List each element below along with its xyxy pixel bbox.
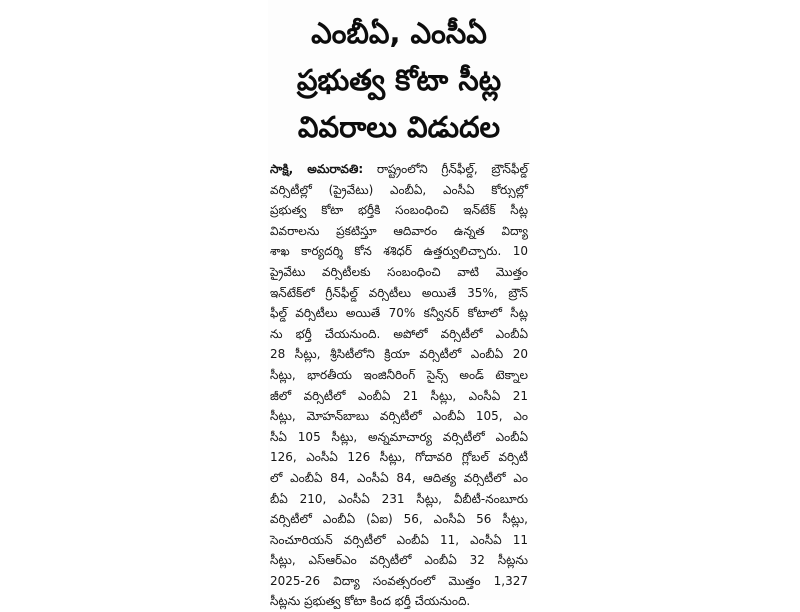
article-line: వర్సిటీల్లో (ప్రైవేటు) ఎంబీఏ, ఎంసీఏ కోర్సుల్లో — [270, 182, 528, 197]
article-line: ఇన్‌టేక్‌లో గ్రీన్‌ఫీల్డ్ వర్సిటీలు అయితే 35%, బ్రౌన్ — [270, 285, 528, 300]
headline — [268, 0, 530, 151]
dateline: సాక్షి, అమరావతి: — [270, 162, 364, 176]
article-line: వివరాలను ప్రకటిస్తూ ఆదివారం ఉన్నత విద్యా — [270, 223, 528, 238]
article-line: సీఏ 105 సీట్లు, అన్నమాచార్య వర్సిటీలో ఎంబీఏ — [270, 429, 528, 444]
article-line: ప్రైవేటు వర్సిటీలకు సంబంధించి వాటి మొత్తం — [270, 264, 528, 279]
article-line: బీఏ 210, ఎంసీఏ 231 సీట్లు, వీబీటీ-నంబూరు — [270, 491, 528, 506]
article-line: ఫీల్డ్ వర్సిటీలు అయితే 70% కన్వీనర్ కోటాలో సీట్ల — [270, 306, 528, 321]
headline-line-1: ఎంబీఏ, ఎంసీఏ — [311, 16, 487, 50]
article-line: ను భర్తీ చేయనుంది. అపోలో వర్సిటీలో ఎంబీఏ — [270, 326, 528, 341]
article-line — [270, 159, 528, 180]
article-line: సెంచూరియన్ వర్సిటీలో ఎంబీఏ 11, ఎంసీఏ 11 — [270, 532, 528, 547]
article-line: వర్సిటీలో ఎంబీఏ (ఏఐ) 56, ఎంసీఏ 56 సీట్లు, — [270, 512, 528, 527]
article-line-text: రాష్ట్రంలోని గ్రీన్‌ఫీల్డ్, బ్రౌన్‌ఫీల్డ్ — [376, 162, 528, 176]
article-line: సీట్లు, ఎస్ఆర్ఎం వర్సిటీలో ఎంబీఏ 32 సీట్లను — [270, 553, 528, 568]
article-body — [268, 159, 530, 612]
headline-line-3: వివరాలు విడుదల — [297, 110, 501, 144]
article-line: లో ఎంబీఏ 84, ఎంసీఏ 84, ఆదిత్య వర్సిటీలో ఎం — [270, 470, 528, 485]
article-line: 28 సీట్లు, శ్రీసిటీలోని క్రియా వర్సిటీలో ఎంబీఏ 20 — [270, 347, 528, 362]
article-line: జీలో వర్సిటీలో ఎంబీఏ 21 సీట్లు, ఎంసీఏ 21 — [270, 388, 528, 403]
article-line: శాఖ కార్యదర్శి కోన శశిధర్ ఉత్తర్వులిచ్చారు. 10 — [270, 244, 528, 259]
article-line: 2025-26 విద్యా సంవత్సరంలో మొత్తం 1,327 — [270, 573, 528, 588]
article-line: సీట్లు, భారతీయ ఇంజినీరింగ్ సైన్స్ అండ్ టెక్నాల — [270, 367, 528, 382]
headline-line-2: ప్రభుత్వ కోటా సీట్ల — [296, 63, 502, 97]
article-line: సీట్లను ప్రభుత్వ కోటా కింద భర్తీ చేయనుంది. — [270, 594, 471, 609]
article-line: ప్రభుత్వ కోటా భర్తీకి సంబంధించి ఇన్‌టేక్ సీట్ల — [270, 203, 528, 218]
newspaper-clipping — [268, 0, 530, 609]
article-line: సీట్లు, మోహన్‌బాబు వర్సిటీలో ఎంబీఏ 105, ఎం — [270, 409, 528, 424]
article-line: 126, ఎంసీఏ 126 సీట్లు, గోదావరి గ్లోబల్ వర్సిటీ — [270, 450, 528, 465]
